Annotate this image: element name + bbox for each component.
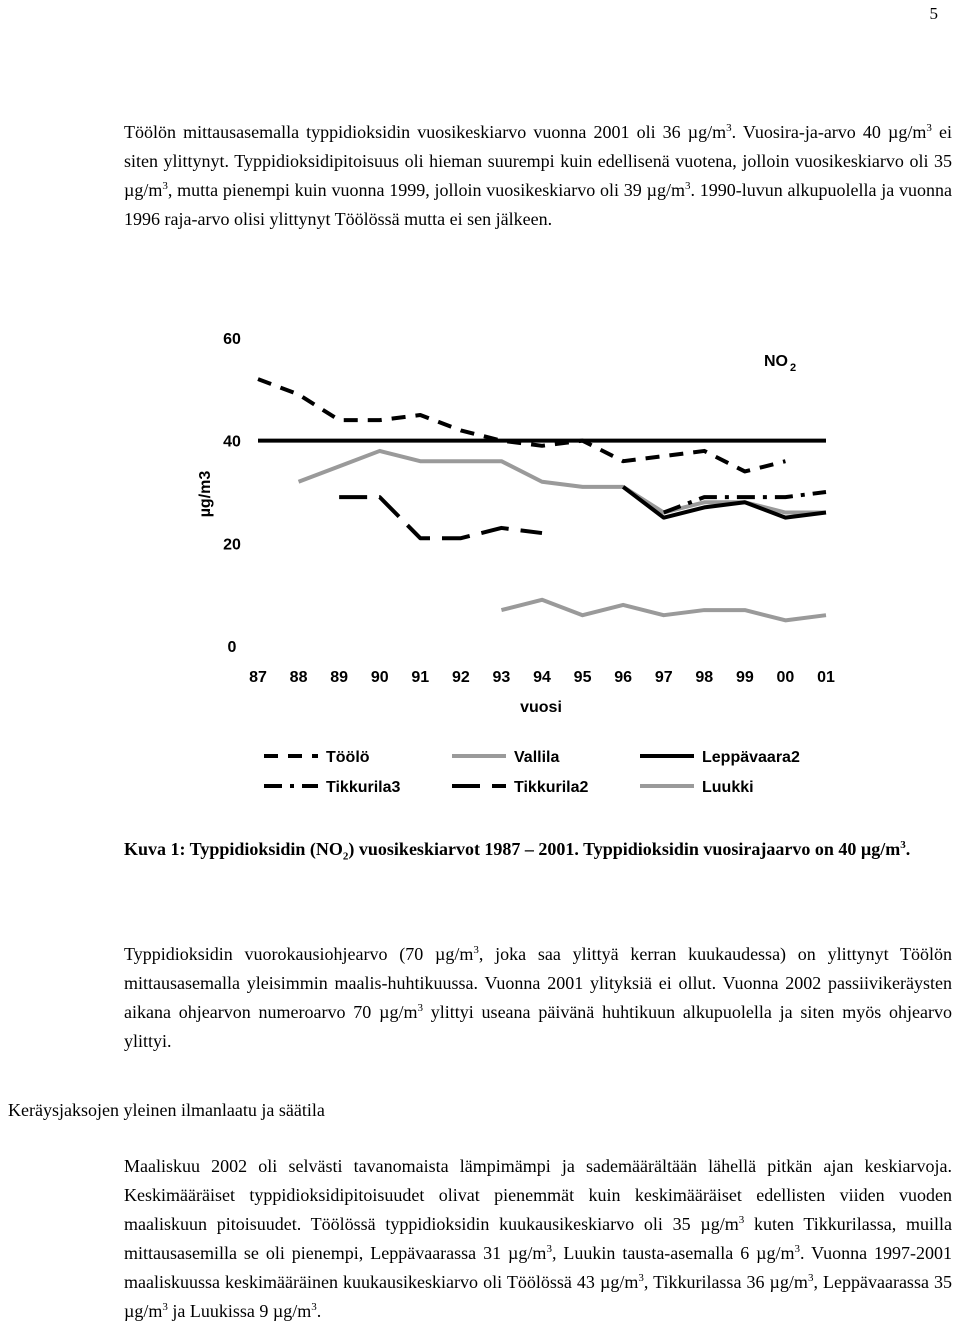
section-heading: Keräysjaksojen yleinen ilmanlaatu ja säätila	[8, 1100, 325, 1120]
y-tick-label: 40	[223, 433, 241, 451]
y-tick-label: 20	[223, 536, 241, 554]
text-run: . Vuonna 1997-2001 maaliskuussa keskimääräinen kuukausikeskiarvo oli Töölössä 43 µg/m	[124, 1243, 952, 1292]
series-line-töölö	[258, 379, 785, 471]
legend-label: Töölö	[326, 749, 370, 766]
paragraph-no2-annual	[124, 118, 952, 234]
text-run: .	[905, 839, 911, 859]
x-tick-label: 87	[249, 669, 267, 686]
legend-label: Luukki	[702, 779, 754, 796]
paragraph-daily-guideline	[124, 940, 952, 1056]
superscript: 3	[900, 839, 906, 851]
x-tick-label: 90	[370, 669, 389, 686]
text-run: . Vuosira-ja-arvo 40 µg/m	[731, 122, 927, 142]
no2-line-chart	[0, 300, 960, 820]
superscript: 3	[807, 1272, 814, 1284]
x-tick-label: 97	[654, 669, 673, 686]
superscript: 3	[473, 944, 479, 956]
text-run: , mutta pienempi kuin vuonna 1999, jolloin vuosikeskiarvo oli 39 µg/m	[167, 180, 685, 200]
text-run: , joka saa ylittyä kerran kuukaudessa) on ylittynyt Töölön mittausasemalla yleisimmin maalis-huhtikuussa. Vuonna 2001 ylityksiä ei ollut. Vuonna 2002 passiivikeräysten aikana ohjearvon numeroarvo 70 µg/m	[124, 944, 952, 1022]
superscript: 3	[684, 180, 691, 192]
paragraph-march-weather	[124, 1152, 952, 1326]
subscript: 2	[342, 850, 349, 863]
x-tick-label: 00	[776, 669, 795, 686]
x-tick-label: 01	[817, 669, 835, 686]
text-run: Kuva 1: Typpidioksidin (NO	[124, 839, 343, 859]
text-run: ylittyi useana päivänä huhtikuun alkupuolella ja siten myös ohjearvo ylittyi.	[124, 1002, 952, 1051]
superscript: 3	[311, 1301, 317, 1313]
text-run: Maaliskuu 2002 oli selvästi tavanomaista lämpimämpi ja sademäärältään lähellä pitkän ajan keskiarvoja. Keskimääräiset typpidioksidipitoisuudet olivat pienemmät kuin keskimääräiset edellisten viiden vuoden maaliskuun pitoisuudet. Töölössä typpidioksidin kuukausikeskiarvo oli 35 µg/m	[124, 1156, 952, 1234]
legend-label: Tikkurila3	[326, 779, 401, 796]
legend-label: Leppävaara2	[702, 749, 800, 766]
x-tick-label: 96	[614, 669, 633, 686]
y-tick-label: 0	[227, 639, 237, 656]
no2-chart	[0, 300, 960, 820]
series-line-tikkurila2	[339, 497, 542, 538]
superscript: 3	[794, 1243, 801, 1255]
legend-label: Tikkurila2	[514, 779, 589, 796]
superscript: 3	[926, 122, 932, 134]
superscript: 3	[162, 180, 168, 192]
legend-label: Vallila	[514, 749, 560, 766]
figure-caption	[124, 836, 952, 871]
text-run: , Tikkurilassa 36 µg/m	[643, 1272, 808, 1292]
x-tick-label: 89	[330, 669, 349, 686]
superscript: 3	[417, 1002, 423, 1014]
superscript: 3	[546, 1243, 552, 1255]
text-run: ) vuosikeskiarvot 1987 – 2001. Typpidioksidin vuosirajaarvo on 40 µg/m	[348, 839, 901, 859]
text-run: . 1990-luvun alkupuolella ja vuonna 1996 raja-arvo olisi ylittynyt Töölössä mutta ei sen jälkeen.	[124, 180, 952, 229]
text-run: ei siten ylittynyt. Typpidioksidipitoisuus oli hieman suurempi kuin edellisenä vuotena, jolloin vuosikeskiarvo oli 35 µg/m	[124, 122, 952, 200]
text-run: , Luukin tausta-asemalla 6 µg/m	[551, 1243, 795, 1263]
x-tick-label: 99	[735, 669, 754, 686]
x-tick-label: 95	[573, 669, 592, 686]
superscript: 3	[162, 1301, 168, 1313]
chart-title: NO	[764, 353, 788, 370]
chart-title-subscript: 2	[790, 362, 797, 374]
x-tick-label: 98	[695, 669, 714, 686]
series-line-luukki	[501, 600, 826, 621]
text-run: , Leppävaarassa 35 µg/m	[124, 1272, 952, 1321]
x-tick-label: 93	[492, 669, 511, 686]
text-run: kuten Tikkurilassa, muilla mittausasemilla se oli pienempi, Leppävaarassa 31 µg/m	[124, 1214, 952, 1263]
x-tick-label: 91	[411, 669, 430, 686]
y-tick-label: 60	[223, 331, 241, 348]
text-run: Typpidioksidin vuorokausiohjearvo (70 µg/m	[124, 944, 474, 964]
text-run: .	[316, 1301, 322, 1321]
x-tick-label: 94	[533, 669, 551, 686]
x-tick-label: 88	[289, 669, 308, 686]
text-run: Töölön mittausasemalla typpidioksidin vuosikeskiarvo vuonna 2001 oli 36 µg/m	[124, 122, 727, 142]
page-number: 5	[929, 4, 938, 23]
x-axis-label: vuosi	[520, 699, 562, 716]
x-tick-label: 92	[451, 669, 470, 686]
text-run: ja Luukissa 9 µg/m	[167, 1301, 312, 1321]
superscript: 3	[738, 1214, 745, 1226]
superscript: 3	[726, 122, 732, 134]
superscript: 3	[638, 1272, 644, 1284]
y-axis-label: µg/m3	[197, 470, 214, 518]
